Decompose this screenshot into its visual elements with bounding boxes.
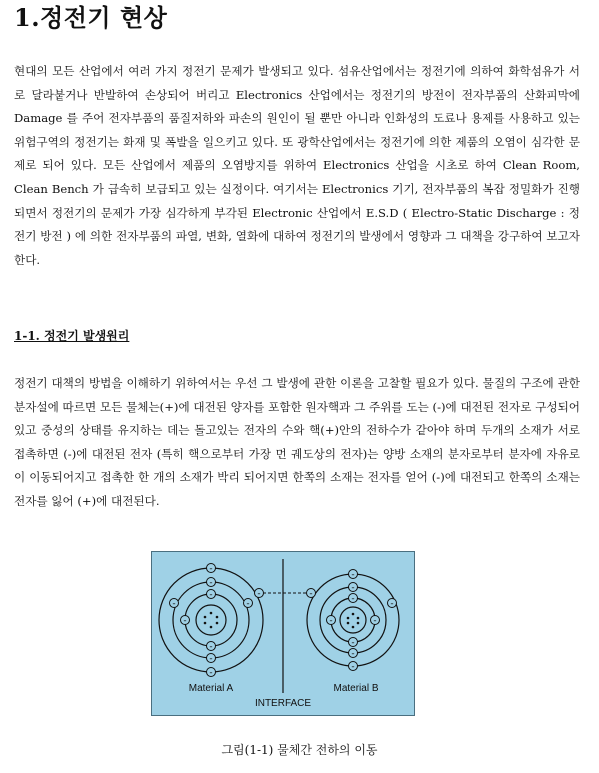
figure-caption: 그림(1-1) 물체간 전하의 이동 [221,743,378,757]
intro-paragraph: 현대의 모든 산업에서 여러 가지 정전기 문제가 발생되고 있다. 섬유산업에서는 정전기에 의하여 화학섬유가 서로 달라붙거나 반발하여 손상되어 버리고 Electronics 산업에서는 정전기의 방전이 전자부품의 산화피막에 Damage 를 주어 전자부품의 품질저하와 파손의 원인이 될 뿐만 아니라 인화성의 도료나 용제를 사용하고 있는 위험구역의 정전기는 화재 및 폭발을 일으키고 있다. 또 광학산업에서는 정전기에 의한 제품의 오염이 심각한 문제로 되어 있다. 모든 산업에서 제품의 오염방지를 위하여 Electronics 산업을 시초로 하여 Clean Room, Clean Bench 가 급속히 보급되고 있는 실정이다. 여기서는 Electronics 기기, 전자부품의 복잡 정밀화가 진행되면서 정전기의 문제가 가장 심각하게 부각된 Electronic 산업에서 E.S.D ( Electro-Static Discharge : 정전기 방전 ) 에 의한 전자부품의 파열, 변화, 열화에 대하여 정전기의 발생에서 영향과 그 대책을 강구하여 보고자 한다. [14,64,580,267]
svg-text:-: - [209,654,213,664]
svg-text:-: - [183,616,187,626]
svg-text:-: - [351,594,355,604]
svg-text:-: - [390,599,394,609]
svg-text:-: - [329,616,333,626]
svg-text:-: - [351,649,355,659]
svg-text:-: - [351,570,355,580]
svg-text:-: - [351,638,355,648]
svg-text:-: - [309,589,313,599]
svg-text:-: - [373,616,377,626]
section-paragraph: 정전기 대책의 방법을 이해하기 위하여서는 우선 그 발생에 관한 이론을 고찰할 필요가 있다. 물질의 구조에 관한 분자설에 따르면 모든 물체는(+)에 대전된 양자를 포함한 원자핵과 그 주위를 도는 (-)에 대전된 전자로 구성되어 있고 중성의 상태를 유지하는 데는 돌고있는 전자의 수와 핵(+)안의 전하수가 같아야 하며 두개의 소재가 서로 접촉하면 (-)에 대전된 전자 (특히 핵으로부터 가장 먼 궤도상의 전자)는 양방 소재의 분자로부터 분자에 자유로이 이동되어지고 접촉한 한 개의 소재가 박리 되어지면 한쪽의 소재는 전자를 얻어 (-)에 대전되고 한쪽의 소재는 전자를 잃어 (+)에 대전된다. [14,376,580,508]
svg-text:-: - [209,668,213,678]
svg-text:-: - [351,583,355,593]
svg-text:-: - [209,642,213,652]
charge-transfer-figure [151,551,415,716]
material-a-label: Material A [188,683,234,694]
interface-label: INTERFACE [254,698,312,709]
svg-text:-: - [246,599,250,609]
svg-text:-: - [257,589,261,599]
material-b-label: Material B [333,683,379,694]
svg-text:-: - [209,564,213,574]
svg-text:-: - [172,599,176,609]
svg-text:-: - [209,578,213,588]
svg-text:-: - [209,590,213,600]
section-heading: 1-1. 정전기 발생원리 [14,329,130,343]
svg-text:-: - [351,662,355,672]
page-title: 1.정전기 현상 [14,3,168,32]
